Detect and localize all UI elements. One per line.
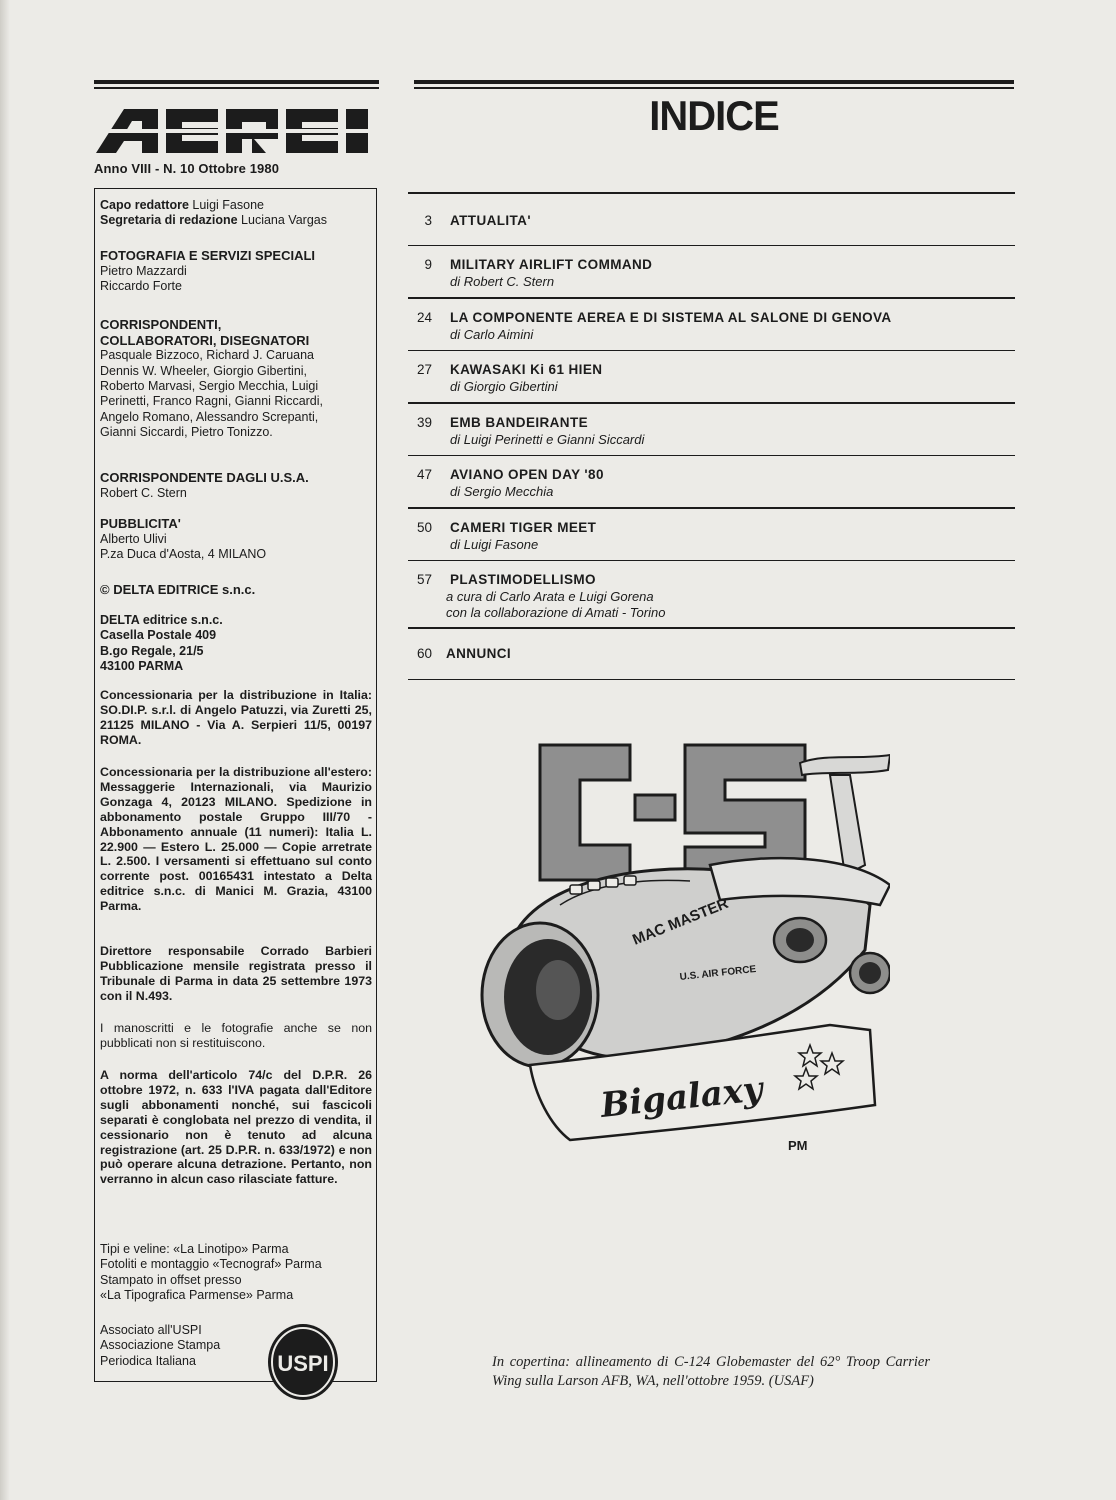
index-rule — [414, 80, 1014, 84]
toc-author: di Giorgio Gibertini — [450, 379, 558, 394]
masthead-uspi — [100, 1323, 260, 1369]
toc-page: 9 — [424, 257, 432, 272]
masthead-usa — [100, 470, 372, 501]
print-line: Fotoliti e montaggio «Tecnograf» Parma — [100, 1257, 322, 1272]
toc-author: di Luigi Fasone — [450, 536, 539, 552]
print-line: Tipi e veline: «La Linotipo» Parma — [100, 1242, 289, 1256]
aerei-logo — [94, 95, 379, 155]
toc-title: KAWASAKI Ki 61 HIEN — [450, 362, 603, 377]
masthead-photo — [100, 248, 372, 294]
masthead-box — [94, 188, 377, 1382]
print-line: Stampato in offset presso — [100, 1272, 242, 1287]
ads-line: P.za Duca d'Aosta, 4 MILANO — [100, 547, 267, 561]
toc-page: 57 — [416, 572, 432, 587]
masthead-publisher — [100, 613, 372, 675]
iva-note: A norma dell'articolo 74/c del D.P.R. 26 ottobre 1972, n. 633 l'IVA pagata dall'Editore sugli abbonamenti nonché, sui fascicoli separati è conglobata nel prezzo di vendita, il cessionario non è tenuto ad alcuna registrazione (art. 25 D.P.R. n. 633/1972) e non può operare alcuna detrazione. Pertanto, non verranno in alcun caso rilasciate fatture. — [100, 1068, 372, 1187]
toc-author: di Robert C. Stern — [450, 274, 555, 289]
issue-info: Anno VIII - N. 10 Ottobre 1980 — [94, 161, 280, 176]
bigalaxy-text: Bigalaxy — [598, 1069, 765, 1126]
print-line: «La Tipografica Parmense» Parma — [100, 1288, 294, 1303]
uspi-line: Associazione Stampa — [100, 1338, 221, 1353]
toc-entry[interactable] — [408, 246, 1015, 297]
publisher-line: DELTA editrice s.n.c. — [100, 613, 223, 627]
masthead-correspondents — [100, 317, 372, 441]
toc-title: ATTUALITA' — [450, 212, 531, 228]
toc-author: a cura di Carlo Arata e Luigi Gorena — [446, 589, 654, 604]
toc-entry[interactable] — [408, 351, 1015, 402]
publisher-line: Casella Postale 409 — [100, 628, 217, 643]
toc-page: 24 — [416, 309, 432, 325]
photo-name: Riccardo Forte — [100, 279, 182, 293]
photo-heading: FOTOGRAFIA E SERVIZI SPECIALI — [100, 248, 316, 263]
corr-heading: CORRISPONDENTI, — [100, 317, 222, 332]
toc-entry[interactable] — [408, 404, 1015, 455]
toc-title: EMB BANDEIRANTE — [450, 414, 589, 430]
toc-title: ANNUNCI — [446, 645, 512, 661]
toc-page: 60 — [416, 645, 432, 661]
secretary-role: Segretaria di redazione — [100, 213, 238, 228]
nose-intake — [482, 923, 598, 1067]
toc-title: LA COMPONENTE AEREA E DI SISTEMA AL SALONE DI GENOVA — [450, 309, 892, 325]
photo-name: Pietro Mazzardi — [100, 263, 187, 278]
toc-author: di Luigi Perinetti e Gianni Siccardi — [450, 431, 645, 447]
editor-name: Luigi Fasone — [192, 198, 264, 212]
uspi-logo — [265, 1322, 341, 1402]
toc-author: con la collaborazione di Amati - Torino — [446, 605, 666, 620]
toc-entry[interactable] — [408, 561, 1015, 627]
corr-line: Angelo Romano, Alessandro Screpanti, — [100, 409, 319, 424]
index-rule-thin — [414, 87, 1014, 89]
usa-name: Robert C. Stern — [100, 485, 187, 500]
usa-heading: CORRISPONDENTE DAGLI U.S.A. — [100, 470, 309, 485]
ads-line: Alberto Ulivi — [100, 531, 167, 546]
toc-divider — [408, 679, 1015, 681]
corr-line: Dennis W. Wheeler, Giorgio Gibertini, — [100, 363, 308, 378]
director-info: Direttore responsabile Corrado Barbieri Pubblicazione mensile registrata presso il Tribunale di Parma in data 25 settembre 1973 con il N.493. — [100, 944, 372, 1003]
table-of-contents — [408, 192, 1015, 680]
dist-italy: Concessionaria per la distribuzione in Italia: SO.DI.P. s.r.l. di Angelo Patuzzi, via Zuretti 25, 21125 MILANO - Via A. Serpieri 11/5, 00197 ROMA. — [100, 688, 372, 747]
header-rule — [94, 80, 379, 84]
cover-caption: In copertina: allineamento di C-124 Globemaster del 62° Troop Carrier Wing sulla Larson AFB, WA, nell'ottobre 1959. (USAF) — [492, 1354, 930, 1389]
page-edge — [0, 0, 10, 1500]
uspi-logo-text: USPI — [277, 1351, 329, 1376]
copyright: © DELTA EDITRICE s.n.c. — [100, 582, 256, 597]
toc-author: di Sergio Mecchia — [450, 484, 554, 499]
toc-page: 50 — [416, 519, 432, 535]
toc-title: MILITARY AIRLIFT COMMAND — [450, 257, 653, 272]
uspi-line: Periodica Italiana — [100, 1353, 196, 1368]
publisher-line: B.go Regale, 21/5 — [100, 643, 204, 658]
left-header — [94, 80, 379, 176]
toc-page: 27 — [416, 362, 432, 377]
toc-page: 47 — [416, 467, 432, 482]
artist-signature: PM — [788, 1138, 808, 1153]
corr-line: Gianni Siccardi, Pietro Tonizzo. — [100, 425, 273, 440]
header-rule-thin — [94, 87, 379, 89]
corr-line: Roberto Marvasi, Sergio Mecchia, Luigi — [100, 379, 319, 393]
toc-page: 39 — [416, 414, 432, 430]
corr-heading: COLLABORATORI, DISEGNATORI — [100, 332, 310, 348]
dist-foreign: Concessionaria per la distribuzione all'estero: Messaggerie Internazionali, via Maurizio Gonzaga 4, 20123 MILANO. Spedizione in abbonamento postale Gruppo III/70 - Abbonamento annuale (11 numeri): Italia L. 22.900 — Estero L. 25.000 — Copie arretrate L. 2.500. I versamenti si effettuano sul conto corrente post. 00165431 intestato a Delta editrice s.n.c. di Manici M. Grazia, 43100 Parma. — [100, 765, 372, 914]
toc-entry[interactable] — [408, 299, 1015, 350]
tail — [800, 755, 890, 875]
secretary-name: Luciana Vargas — [241, 213, 327, 228]
toc-title: PLASTIMODELLISMO — [450, 572, 596, 587]
toc-entry[interactable] — [408, 194, 1015, 245]
ads-heading: PUBBLICITA' — [100, 516, 181, 531]
manuscripts-note: I manoscritti e le fotografie anche se non pubblicati non si restituiscono. — [100, 1021, 372, 1050]
masthead-ads — [100, 516, 372, 562]
toc-title: CAMERI TIGER MEET — [450, 519, 597, 535]
editor-role: Capo redattore — [100, 198, 189, 212]
masthead-editor — [100, 198, 372, 229]
corr-line: Pasquale Bizzoco, Richard J. Caruana — [100, 348, 315, 363]
uspi-line: Associato all'USPI — [100, 1323, 202, 1337]
mac-master-text: MAC MASTER — [630, 894, 731, 949]
us-air-force-text: U.S. AIR FORCE — [679, 964, 757, 983]
index-title: INDICE — [649, 92, 779, 139]
toc-page: 3 — [424, 212, 432, 228]
toc-entry[interactable] — [408, 629, 1015, 679]
c5-cartoon-illustration — [470, 735, 890, 1155]
publisher-line: 43100 PARMA — [100, 659, 184, 674]
toc-entry[interactable] — [408, 509, 1015, 560]
toc-entry[interactable] — [408, 456, 1015, 507]
corr-line: Perinetti, Franco Ragni, Gianni Riccardi, — [100, 394, 324, 409]
toc-title: AVIANO OPEN DAY '80 — [450, 467, 604, 482]
masthead-copyright — [100, 582, 372, 598]
masthead-print — [100, 1242, 372, 1304]
toc-author: di Carlo Aimini — [450, 326, 534, 342]
